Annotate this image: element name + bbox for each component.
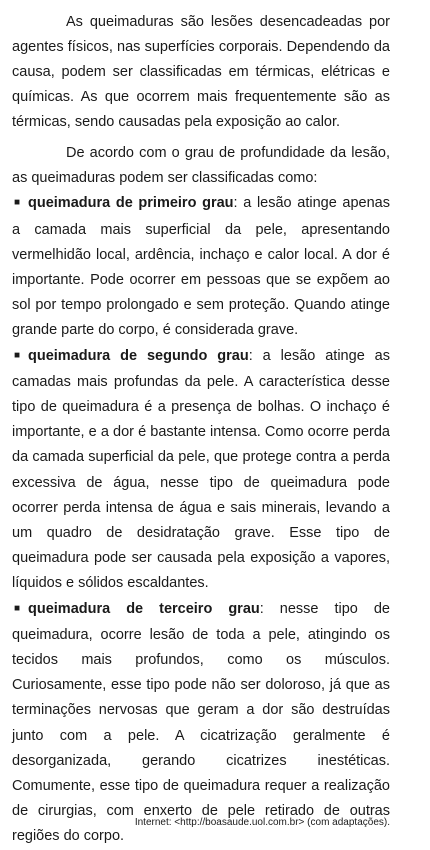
classification-section — [12, 141, 390, 850]
bullet-icon: ■ — [14, 349, 21, 361]
description-second-degree: : a lesão atinge as camadas mais profundas da pele. A característica desse tipo de queimadura é a presença de bolhas. O inchaço é importante, e a dor é bastante intensa. Como ocorre perda da camada superficial da pele, que protege contra a perda excessiva de água, nesse tipo de queimadura pode ocorrer perda intensa de água e sais minerais, levando a um quadro de desidratação grave. Esse tipo de queimadura pode ser causada pela exposição a vapores, líquidos e sólidos escaldantes. — [12, 347, 390, 592]
term-third-degree: queimadura de terceiro grau — [28, 600, 260, 617]
list-item-second-degree — [12, 344, 390, 597]
classification-intro: De acordo com o grau de profundidade da lesão, as queimaduras podem ser classificadas como: — [12, 145, 390, 187]
description-third-degree: : nesse tipo de queimadura, ocorre lesão de toda a pele, atingindo os tecidos mais profundos, como os músculos. Curiosamente, esse tipo pode não ser doloroso, já que as terminações nervosas que geram a dor são destruídas junto com a pele. A cicatrização geralmente é desorganizada, gerando cicatrizes inestéticas. Comumente, esse tipo de queimadura requer a realização de cirurgias, com enxerto de pele retirado de outras regiões do corpo. — [12, 600, 390, 845]
list-item-third-degree — [12, 597, 390, 850]
term-second-degree: queimadura de segundo grau — [28, 347, 249, 364]
bullet-icon: ■ — [14, 602, 21, 614]
bullet-icon: ■ — [14, 197, 21, 209]
term-first-degree: queimadura de primeiro grau — [28, 195, 234, 212]
description-first-degree: : a lesão atinge apenas a camada mais superficial da pele, apresentando vermelhidão local, ardência, inchaço e calor local. A dor é importante. Pode ocorrer em pessoas que se expõem ao sol por tempo prolongado e sem proteção. Quando atinge grande parte do corpo, é considerada grave. — [12, 195, 390, 339]
source-citation: Internet: <http://boasaude.uol.com.br> (com adaptações). — [134, 817, 390, 828]
intro-paragraph: As queimaduras são lesões desencadeadas por agentes físicos, nas superfícies corporais. Dependendo da causa, podem ser classificadas em térmicas, elétricas e químicas. As que ocorrem mais frequentemente são as térmicas, sendo causadas pela exposição ao calor. — [12, 13, 390, 131]
list-item-first-degree — [12, 191, 390, 343]
